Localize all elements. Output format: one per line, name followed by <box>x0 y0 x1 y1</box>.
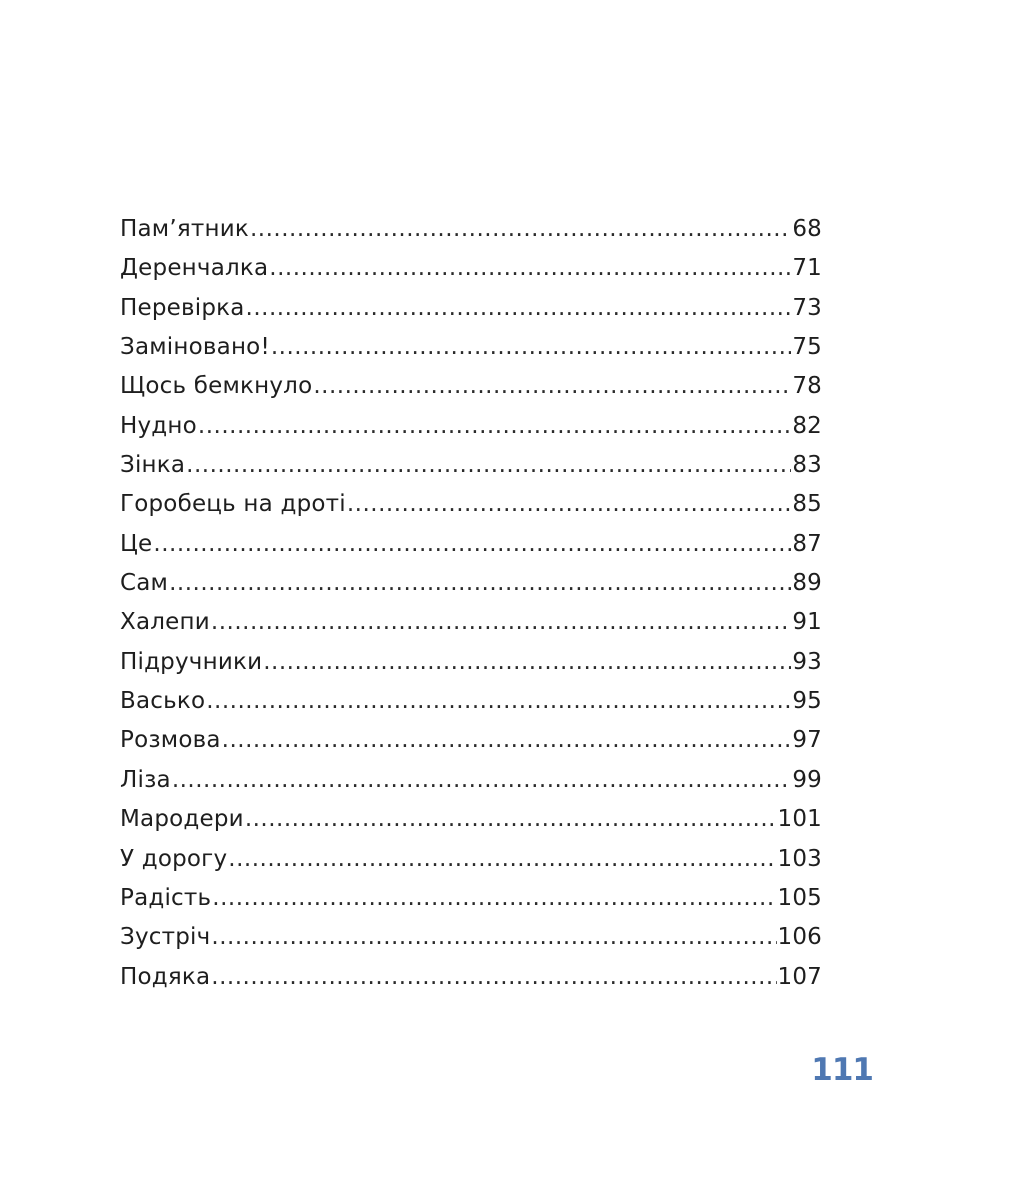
toc-entry <box>120 682 822 721</box>
toc-dot-leader <box>211 918 776 957</box>
toc-dot-leader <box>263 643 791 682</box>
toc-entry <box>120 210 822 249</box>
toc-dot-leader <box>172 761 792 800</box>
toc-entry-page: 87 <box>792 530 822 557</box>
toc-entry-title: Зустріч <box>120 924 211 951</box>
toc-entry <box>120 721 822 760</box>
toc-entry <box>120 446 822 485</box>
toc-entry-page: 85 <box>792 491 822 518</box>
toc-entry-title: Нудно <box>120 412 197 439</box>
toc-dot-leader <box>198 407 791 446</box>
toc-entry-page: 95 <box>792 688 822 715</box>
toc-dot-leader <box>228 840 776 879</box>
toc-entry-title: Мародери <box>120 806 244 833</box>
toc-dot-leader <box>313 367 791 406</box>
toc-dot-leader <box>211 603 791 642</box>
toc-dot-leader <box>269 249 791 288</box>
toc-entry <box>120 840 822 879</box>
toc-entry <box>120 249 822 288</box>
toc-entry <box>120 958 822 997</box>
toc-entry-page: 75 <box>792 334 822 361</box>
toc-entry-title: Халепи <box>120 609 210 636</box>
toc-entry <box>120 525 822 564</box>
toc-dot-leader <box>245 800 777 839</box>
toc-entry-title: Розмова <box>120 727 221 754</box>
toc-entry-page: 105 <box>777 884 822 911</box>
toc-entry-page: 73 <box>792 294 822 321</box>
toc-entry-page: 103 <box>777 845 822 872</box>
toc-entry-title: Заміновано! <box>120 334 270 361</box>
toc-entry-title: Це <box>120 530 153 557</box>
toc-entry <box>120 407 822 446</box>
toc-entry-title: Перевірка <box>120 294 245 321</box>
toc-dot-leader <box>212 879 776 918</box>
toc-entry-title: Підручники <box>120 648 263 675</box>
toc-entry <box>120 603 822 642</box>
toc-entry-title: Подяка <box>120 963 211 990</box>
toc-dot-leader <box>186 446 791 485</box>
toc-entry-page: 93 <box>792 648 822 675</box>
toc-dot-leader <box>271 328 791 367</box>
toc-entry <box>120 879 822 918</box>
toc-dot-leader <box>169 564 791 603</box>
toc-entry <box>120 289 822 328</box>
toc-entry <box>120 328 822 367</box>
toc-entry <box>120 761 822 800</box>
toc-entry-page: 68 <box>792 216 822 242</box>
page-number: 111 <box>811 1052 873 1088</box>
toc-dot-leader <box>211 958 776 997</box>
toc-entry-page: 89 <box>792 570 822 597</box>
toc-entry <box>120 800 822 839</box>
toc-entry-title: Деренчалка <box>120 255 269 282</box>
toc-entry-page: 101 <box>777 806 822 833</box>
toc-dot-leader <box>222 721 792 760</box>
toc-entry-title: Радість <box>120 884 212 911</box>
toc-entry-title: Щось бемкнуло <box>120 373 313 400</box>
toc-entry <box>120 643 822 682</box>
toc-entry-page: 106 <box>777 924 822 951</box>
toc-entry <box>120 918 822 957</box>
toc-dot-leader <box>250 210 791 249</box>
toc-entry <box>120 485 822 524</box>
toc-entry-page: 99 <box>792 766 822 793</box>
toc-entry <box>120 367 822 406</box>
toc-entry-title: У дорогу <box>120 845 228 872</box>
toc-dot-leader <box>206 682 791 721</box>
toc-dot-leader <box>347 485 791 524</box>
toc-entry-page: 107 <box>777 963 822 990</box>
toc-entry-page: 82 <box>792 412 822 439</box>
toc-entry-title: Пам’ятник <box>120 216 249 242</box>
toc-entry-title: Васько <box>120 688 206 715</box>
toc-entry-title: Ліза <box>120 766 171 793</box>
toc-entry-title: Сам <box>120 570 169 597</box>
table-of-contents <box>120 210 822 997</box>
toc-entry-title: Горобець на дроті <box>120 491 346 518</box>
toc-entry-page: 71 <box>792 255 822 282</box>
toc-entry-title: Зінка <box>120 452 186 479</box>
toc-entry-page: 83 <box>792 452 822 479</box>
toc-dot-leader <box>153 525 791 564</box>
toc-dot-leader <box>246 289 792 328</box>
toc-entry <box>120 564 822 603</box>
toc-entry-page: 97 <box>792 727 822 754</box>
toc-entry-page: 91 <box>792 609 822 636</box>
toc-entry-page: 78 <box>792 373 822 400</box>
